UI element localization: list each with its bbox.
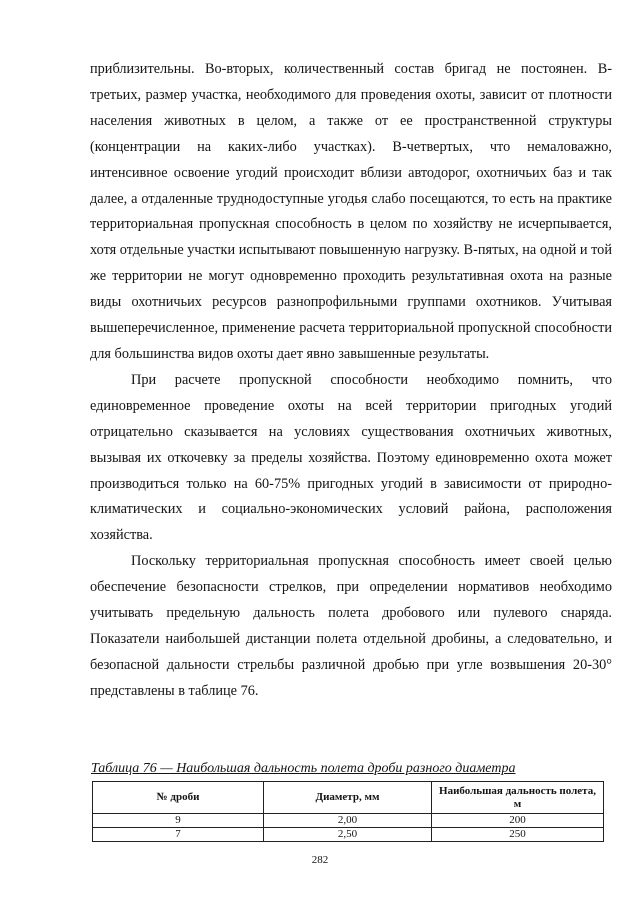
table-row: [93, 814, 604, 828]
page-number: 282: [311, 854, 329, 866]
cell-diameter: 2,00: [264, 814, 432, 828]
shot-range-table: [92, 781, 604, 842]
table-header-row: [93, 782, 604, 814]
header-max-range: Наибольшая дальность полета, м: [432, 782, 604, 814]
cell-max-range: 250: [432, 828, 604, 842]
table-caption: Таблица 76 — Наибольшая дальность полета дроби разного диаметра: [91, 761, 516, 776]
paragraph-3: Поскольку территориальная пропускная способность имеет своей целью обеспечение безопасности стрелков, при определении нормативов необходимо учитывать предельную дальность полета дробового или пулевого снаряда. Показатели наибольшей дистанции полета отдельной дробины, а следовательно, и безопасной дальности стрельбы различной дробью при угле возвышения 20-30° представлены в таблице 76.: [90, 553, 612, 699]
paragraph-1: приблизительны. Во-вторых, количественный состав бригад не постоянен. В-третьих, размер участка, необходимого для проведения охоты, зависит от плотности населения животных в целом, а также от ее пространственной структуры (концентрации на каких-либо участках). В-четвертых, что немаловажно, интенсивное освоение угодий происходит вблизи автодорог, охотничьих баз и так далее, а отдаленные труднодоступные угодья слабо посещаются, то есть на практике территориальная пропускная способность в целом по хозяйству не исчерпывается, хотя отдельные участки испытывают повышенную нагрузку. В-пятых, на одной и той же территории не могут одновременно проходить результативная охота на разные виды охотничьих ресурсов разнопрофильными группами охотников. Учитывая вышеперечисленное, применение расчета территориальной пропускной способности для большинства видов охоты дает явно завышенные результаты.: [90, 61, 612, 362]
header-shot-number: № дроби: [93, 782, 264, 814]
body-text: [90, 57, 612, 705]
cell-shot-number: 9: [93, 814, 264, 828]
table-row: [93, 828, 604, 842]
paragraph-2: При расчете пропускной способности необходимо помнить, что единовременное проведение охоты на всей территории пригодных угодий отрицательно сказывается на условиях существования охотничьих животных, вызывая их откочевку за пределы хозяйства. Поэтому единовременно охота может производиться только на 60-75% пригодных угодий в зависимости от природно-климатических и социально-экономических условий района, расположения хозяйства.: [90, 371, 612, 544]
cell-diameter: 2,50: [264, 828, 432, 842]
cell-shot-number: 7: [93, 828, 264, 842]
header-diameter: Диаметр, мм: [264, 782, 432, 814]
cell-max-range: 200: [432, 814, 604, 828]
